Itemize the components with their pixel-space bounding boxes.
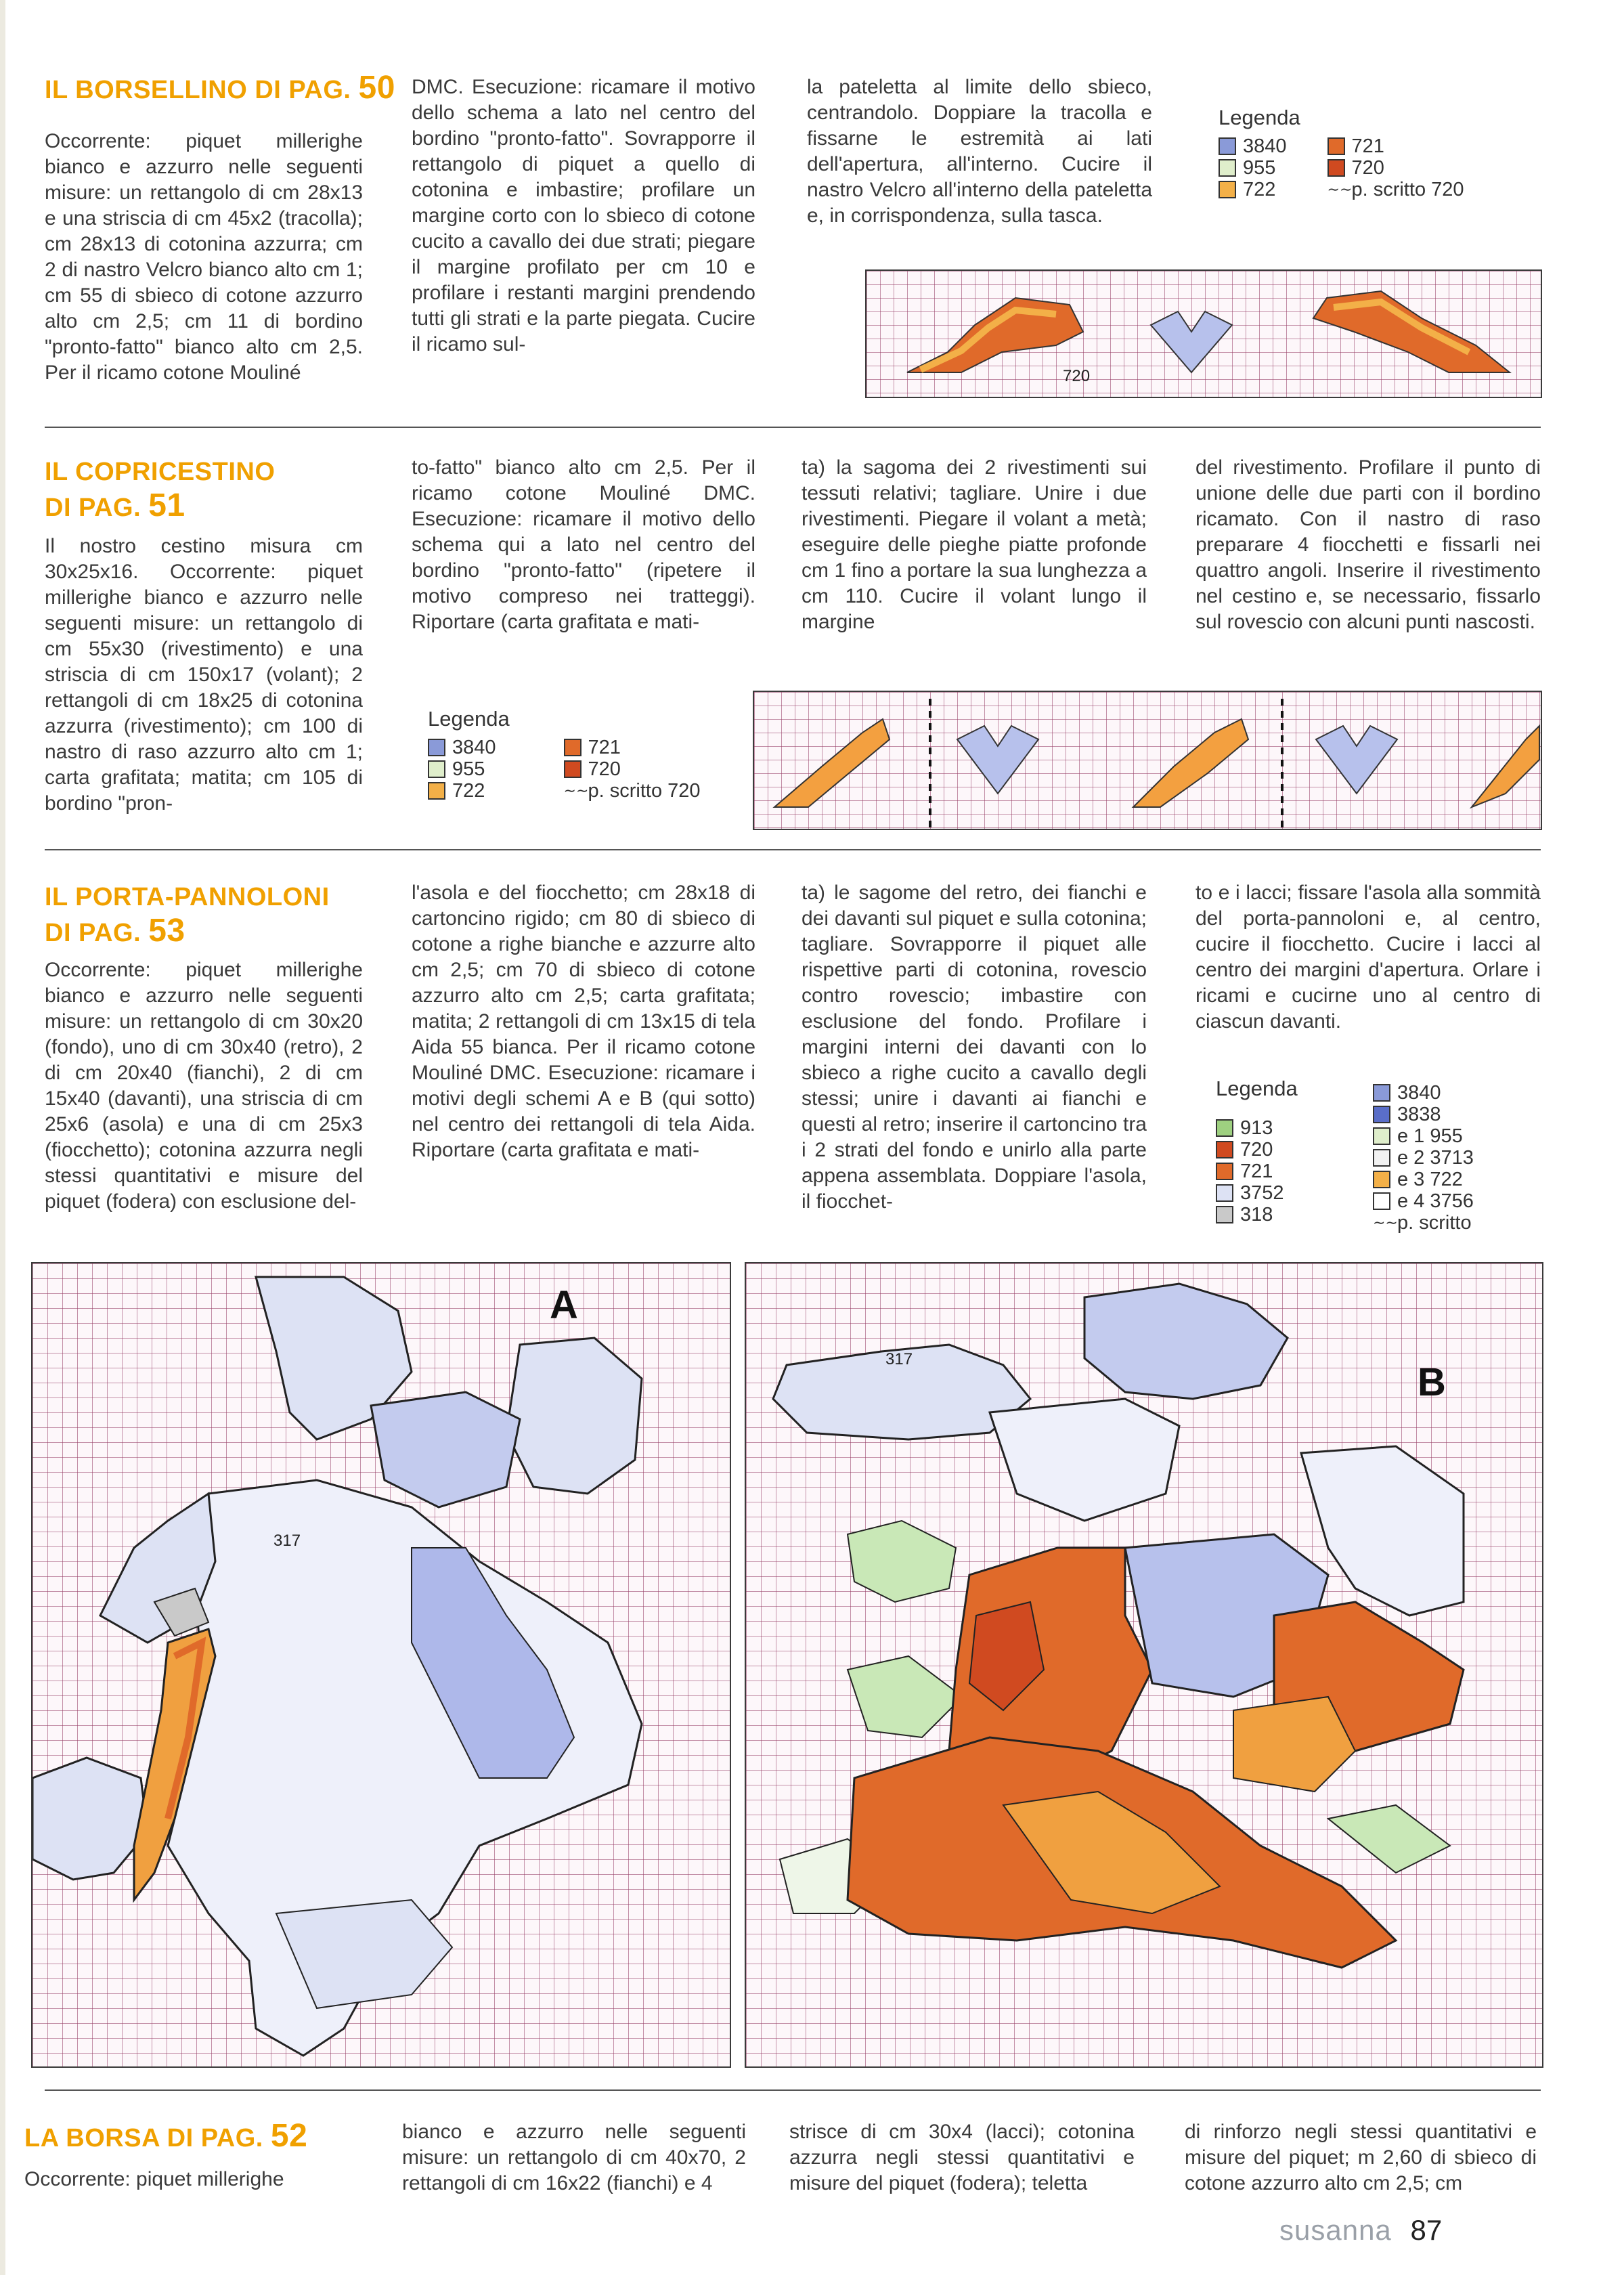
- legend-entry: 913: [1216, 1117, 1351, 1139]
- chart-b-cross-stitch: [745, 1262, 1543, 2068]
- legend-entry: 720: [564, 758, 701, 780]
- backstitch-icon: ∼∼: [1327, 181, 1353, 198]
- legend-entry: 3838: [1373, 1104, 1542, 1125]
- legend-entry: ∼∼ p. scritto: [1373, 1212, 1472, 1234]
- legend-entry: ∼∼ p. scritto 720: [1327, 179, 1464, 200]
- borsellino-column-2: DMC. Esecuzione: ricamare il motivo dello schema a lato nel centro del bordino "pronto-fatto". Sovrapporre il rettangolo di piquet a quello di cotonina e imbastire; profilare un margine corto con lo sbieco di cotone cucito a cavallo dei due strati; piegare il margine profilato per cm 10 e profilare i restanti margini prendendo tutti gli strati e la parte piegata. Cucire il ricamo sul-: [412, 76, 755, 355]
- borsellino-legend: [1219, 107, 1530, 200]
- borsellino-column-1: Occorrente: piquet millerighe bianco e azzurro nelle seguenti misure: un rettangolo di cm 28x13 e una striscia di cm 45x2 (tracolla); cm 28x13 di cotonina azzurra; cm 2 di nastro Velcro bianco alto cm 1; cm 55 di sbieco di cotone azzurro alto cm 2,5; cm 11 di bordino "pronto-fatto" bianco alto cm 2,5. Per il ricamo cotone Mouliné: [45, 130, 363, 384]
- legend-entry: 720: [1327, 157, 1464, 179]
- swatch-icon: [1216, 1119, 1233, 1137]
- legend-entry: e 3 722: [1373, 1169, 1542, 1190]
- borsellino-cross-stitch-chart: [865, 269, 1542, 398]
- swatch-icon: [1219, 181, 1236, 198]
- swatch-icon: [428, 782, 445, 800]
- section-divider: [45, 849, 1541, 850]
- swatch-icon: [1216, 1184, 1233, 1202]
- legend-entry: 721: [564, 737, 701, 758]
- swatch-icon: [1327, 137, 1345, 155]
- title-text: LA BORSA DI PAG.: [24, 2124, 263, 2152]
- chart-a-pattern-svg: [32, 1263, 732, 2069]
- chart-a-cross-stitch: [31, 1262, 731, 2068]
- swatch-icon: [1373, 1127, 1390, 1145]
- borsa-column-4: di rinforzo negli stessi quantitativi e misure del piquet; m 2,60 di sbieco di cotone azzurro alto cm 2,5; cm: [1185, 2121, 1537, 2194]
- title-text: IL COPRICESTINO: [45, 458, 276, 486]
- legend-entry: e 1 955: [1373, 1125, 1542, 1147]
- legend-entry: 3840: [1373, 1082, 1542, 1104]
- legend-entry: e 2 3713: [1373, 1147, 1542, 1169]
- swatch-icon: [428, 739, 445, 756]
- borsa-column-3: strisce di cm 30x4 (lacci); cotonina azzurra negli stessi quantitativi e misure del piquet (fodera); teletta: [789, 2121, 1135, 2194]
- copricestino-column-4: del rivestimento. Profilare il punto di unione delle due parti con il bordino ricamato. Con il nastro di raso preparare 4 fiocchetti e fissarli nei quattro angoli. Inserire il rivestimento nel cestino e, se necessario, fissarlo sul rovescio con alcuni punti nascosti.: [1195, 456, 1541, 633]
- title-text: DI PAG.: [45, 494, 141, 522]
- section-title-portapannoloni: [45, 880, 330, 950]
- swatch-icon: [1373, 1171, 1390, 1188]
- legend-title: Legenda: [1219, 106, 1300, 129]
- swatch-icon: [1373, 1149, 1390, 1167]
- portapannoloni-legend-right: [1373, 1082, 1542, 1234]
- portapannoloni-legend-left: [1216, 1117, 1351, 1226]
- copricestino-column-3: ta) la sagoma dei 2 rivestimenti sui tessuti relativi; tagliare. Unire i due rivestimenti. Piegare il volant a metà; eseguire delle pieghe piatte profonde cm 1 fino a portare la sua lunghezza a cm 110. Cucire il volant lungo il margine: [802, 456, 1147, 633]
- swatch-icon: [1216, 1141, 1233, 1158]
- title-text: DI PAG.: [45, 919, 141, 947]
- legend-entry: 722: [1219, 179, 1287, 200]
- swatch-icon: [564, 739, 581, 756]
- section-title-borsa: [24, 2119, 307, 2155]
- legend-entry: 955: [428, 758, 496, 780]
- swatch-icon: [564, 760, 581, 778]
- copricestino-column-2: to-fatto" bianco alto cm 2,5. Per il ricamo cotone Mouliné DMC. Esecuzione: ricamare il motivo dello schema qui a lato nel centro del bordino "pronto-fatto" (ripetere il motivo compreso nei tratteggi). Riportare (carta grafitata e mati-: [412, 456, 755, 633]
- swatch-icon: [1373, 1106, 1390, 1123]
- legend-title: Legenda: [1216, 1077, 1298, 1100]
- backstitch-icon: ∼∼: [563, 782, 589, 799]
- title-page-number: 52: [270, 2118, 308, 2154]
- borsa-column-1: Occorrente: piquet millerighe: [24, 2168, 284, 2190]
- swatch-icon: [1327, 159, 1345, 177]
- title-page-number: 50: [358, 70, 395, 106]
- backstitch-icon: ∼∼: [1373, 1214, 1398, 1231]
- portapannoloni-column-3: ta) le sagome del retro, dei fianchi e dei davanti sul piquet e sulla cotonina; tagliare. Sovrapporre il piquet alle rispettive parti di cotonina, rovescio contro rovescio; imbastire con esclusione del fondo. Profilare i margini interni dei davanti con lo sbieco a righe cucito a cavallo degli stessi; unire i davanti ai fianchi e questi al retro; inserire il cartoncino tra i 2 strati del fondo e unirlo alla parte appena assemblata. Doppiare l'asola, il fiocchet-: [802, 882, 1147, 1213]
- page-footer: [1279, 2214, 1442, 2247]
- legend-entry: 3840: [428, 737, 496, 758]
- copricestino-pattern-svg: [754, 692, 1543, 831]
- portapannoloni-column-1: Occorrente: piquet millerighe bianco e azzurro nelle seguenti misure: un rettangolo di cm 30x20 (fondo), uno di cm 30x40 (retro), 2 di cm 20x40 (fianchi), 2 di cm 15x40 (davanti), una striscia di cm 25x6 (asola) e una di cm 25x3 (fiocchetto); cotonina azzurra negli stessi quantitativi e misure del piquet (fodera) con esclusione del-: [45, 959, 363, 1213]
- chart-b-label: B: [1418, 1360, 1446, 1404]
- copricestino-cross-stitch-chart: [753, 691, 1542, 830]
- section-divider: [45, 427, 1541, 428]
- legend-entry: 722: [428, 780, 496, 802]
- section-title-borsellino: [45, 71, 395, 107]
- title-page-number: 53: [148, 913, 185, 949]
- swatch-icon: [1373, 1084, 1390, 1102]
- title-text: IL PORTA-PANNOLONI: [45, 883, 330, 911]
- swatch-icon: [1216, 1163, 1233, 1180]
- copricestino-column-1: Il nostro cestino misura cm 30x25x16. Occorrente: piquet millerighe bianco e azzurro nelle seguenti misure: un rettangolo di cm 55x30 (rivestimento) e una striscia di cm 150x17 (volant); 2 rettangoli di cm 18x25 di cotonina azzurra (rivestimento); cm 100 di nastro di raso azzurro alto cm 1; carta grafitata; matita; cm 105 di bordino "pron-: [45, 535, 363, 815]
- legend-entry: 720: [1216, 1139, 1351, 1161]
- page-binding-edge: [0, 0, 5, 2275]
- legend-entry: 3752: [1216, 1182, 1351, 1204]
- portapannoloni-column-2: l'asola e del fiocchetto; cm 28x18 di cartoncino rigido; cm 80 di sbieco di cotone a righe bianche e azzurre alto cm 2,5; cm 70 di sbieco di cotone azzurro alto cm 2,5; carta grafitata; matita; 2 rettangoli di cm 13x15 di tela Aida 55 bianca. Per il ricamo cotone Mouliné DMC. Esecuzione: ricamare i motivi degli schemi A e B (qui sotto) nel centro dei rettangoli di tela Aida. Riportare (carta grafitata e mati-: [412, 882, 755, 1161]
- borsellino-column-3: la pateletta al limite dello sbieco, centrandolo. Doppiare la tracolla e fissarne le estremità ai lati dell'apertura, all'interno. Cucire il nastro Velcro all'interno della pateletta e, in corrispondenza, sulla tasca.: [807, 76, 1152, 227]
- page-number: 87: [1410, 2214, 1443, 2246]
- borsellino-pattern-svg: [866, 271, 1543, 399]
- chart-a-label: A: [550, 1283, 578, 1327]
- swatch-icon: [1219, 137, 1236, 155]
- title-page-number: 51: [148, 488, 185, 523]
- swatch-icon: [1373, 1192, 1390, 1210]
- legend-entry: e 4 3756: [1373, 1190, 1542, 1212]
- magazine-brand: susanna: [1279, 2214, 1392, 2246]
- borsa-column-2: bianco e azzurro nelle seguenti misure: un rettangolo di cm 40x70, 2 rettangoli di cm 16x22 (fianchi) e 4: [402, 2121, 746, 2194]
- section-divider: [45, 2089, 1541, 2091]
- chart-b-annotation: 317: [885, 1350, 913, 1368]
- portapannoloni-column-4: to e i lacci; fissare l'asola alla sommità del porta-pannoloni e, al centro, cucire il fiocchetto. Cucire i lacci al centro dei margini d'apertura. Orlare i ricami e cucirne uno al centro di ciascun davanti.: [1195, 882, 1541, 1033]
- legend-entry: 3840: [1219, 135, 1287, 157]
- legend-entry: 721: [1216, 1161, 1351, 1182]
- legend-entry: 955: [1219, 157, 1287, 179]
- swatch-icon: [1216, 1206, 1233, 1223]
- swatch-icon: [1219, 159, 1236, 177]
- swatch-icon: [428, 760, 445, 778]
- copricestino-legend: [428, 708, 753, 802]
- title-text: IL BORSELLINO DI PAG.: [45, 76, 351, 104]
- legend-title: Legenda: [428, 707, 510, 731]
- legend-entry: 721: [1327, 135, 1464, 157]
- chart-annotation: 720: [1063, 367, 1091, 385]
- section-title-copricestino: [45, 455, 275, 525]
- legend-entry: 318: [1216, 1204, 1351, 1226]
- legend-entry: ∼∼ p. scritto 720: [563, 780, 701, 802]
- chart-a-annotation: 317: [273, 1532, 301, 1550]
